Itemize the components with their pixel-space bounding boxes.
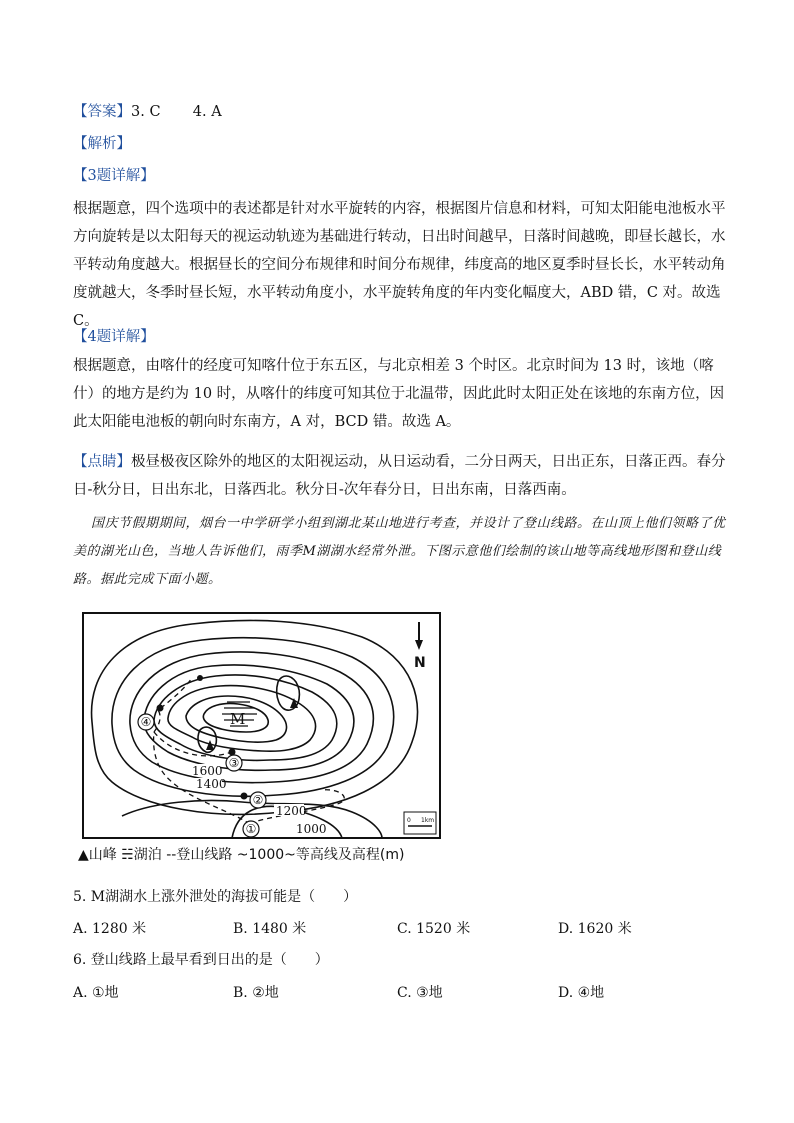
scale-zero: 0 xyxy=(407,817,411,824)
contour-1200: 1200 xyxy=(276,804,307,818)
answer-line xyxy=(73,98,733,126)
q5-stem: 5. M湖湖水上涨外泄处的海拔可能是（ ） xyxy=(73,889,358,905)
north-label: N xyxy=(414,655,426,671)
tip-paragraph xyxy=(73,448,733,504)
point-3: ③ xyxy=(228,756,240,770)
north-arrow xyxy=(414,622,426,671)
analysis-label: 【解析】 xyxy=(73,136,131,152)
q5-option-d: D. 1620 米 xyxy=(558,921,632,937)
answer-label: 【答案】 xyxy=(73,104,131,120)
contour-1400: 1400 xyxy=(196,777,227,791)
q3-label: 【3题详解】 xyxy=(73,168,155,184)
q5-option-c: C. 1520 米 xyxy=(397,921,471,937)
q6-option-c: C. ③地 xyxy=(397,985,443,1001)
contour-1600: 1600 xyxy=(192,764,223,778)
map-legend: ▲山峰 ☵湖泊 --登山线路 ~1000~等高线及高程(m) xyxy=(78,847,405,863)
question-intro: 国庆节假期期间，烟台一中学研学小组到湖北某山地进行考查，并设计了登山线路。在山顶上他们领略了优美的湖光山色，当地人告诉他们，雨季M湖湖水经常外泄。下图示意他们绘制的该山地等高线地形图和登山线路。据此完成下面小题。 xyxy=(73,516,726,587)
tip-label: 【点睛】 xyxy=(73,454,131,470)
q6-option-b: B. ②地 xyxy=(233,985,279,1001)
point-2: ② xyxy=(252,793,264,807)
q4-body: 根据题意，由喀什的经度可知喀什位于东五区，与北京相差 3 个时区。北京时间为 13 时，该地（喀什）的地方是约为 10 时，从喀什的纬度可知其位于北温带，因此此时太阳正处在该地的东南方位，因此太阳能电池板的朝向时东南方，A 对，BCD 错。故选 A。 xyxy=(73,358,725,430)
contour-map xyxy=(82,612,442,840)
answer-text: 3. C 4. A xyxy=(131,104,222,120)
q6-option-a: A. ①地 xyxy=(73,985,119,1001)
q6-stem: 6. 登山线路上最早看到日出的是（ ） xyxy=(73,952,329,968)
q6-option-d: D. ④地 xyxy=(558,985,605,1001)
point-1: ① xyxy=(245,822,257,836)
contour-1000: 1000 xyxy=(296,822,327,836)
point-4: ④ xyxy=(140,715,152,729)
q3-body: 根据题意，四个选项中的表述都是针对水平旋转的内容，根据图片信息和材料，可知太阳能电池板水平方向旋转是以太阳每天的视运动轨迹为基础进行转动，日出时间越早，日落时间越晚，即昼长越长，水平转动角度越大。根据昼长的空间分布规律和时间分布规律，纬度高的地区夏季时昼长长，水平转动角度就越大，冬季时昼长短，水平转动角度小，水平旋转角度的年内变化幅度大，ABD 错，C 对。故选 C。 xyxy=(73,201,726,329)
scale-km: 1km xyxy=(421,817,435,824)
q4-label: 【4题详解】 xyxy=(73,329,155,345)
q5-option-b: B. 1480 米 xyxy=(233,921,307,937)
scale-bar xyxy=(404,812,436,834)
tip-body: 极昼极夜区除外的地区的太阳视运动，从日运动看，二分日两天，日出正东，日落正西。春分日-秋分日，日出东北，日落西北。秋分日-次年春分日，日出东南，日落西南。 xyxy=(73,454,726,498)
q5-option-a: A. 1280 米 xyxy=(73,921,147,937)
lake-label: M xyxy=(230,710,246,728)
